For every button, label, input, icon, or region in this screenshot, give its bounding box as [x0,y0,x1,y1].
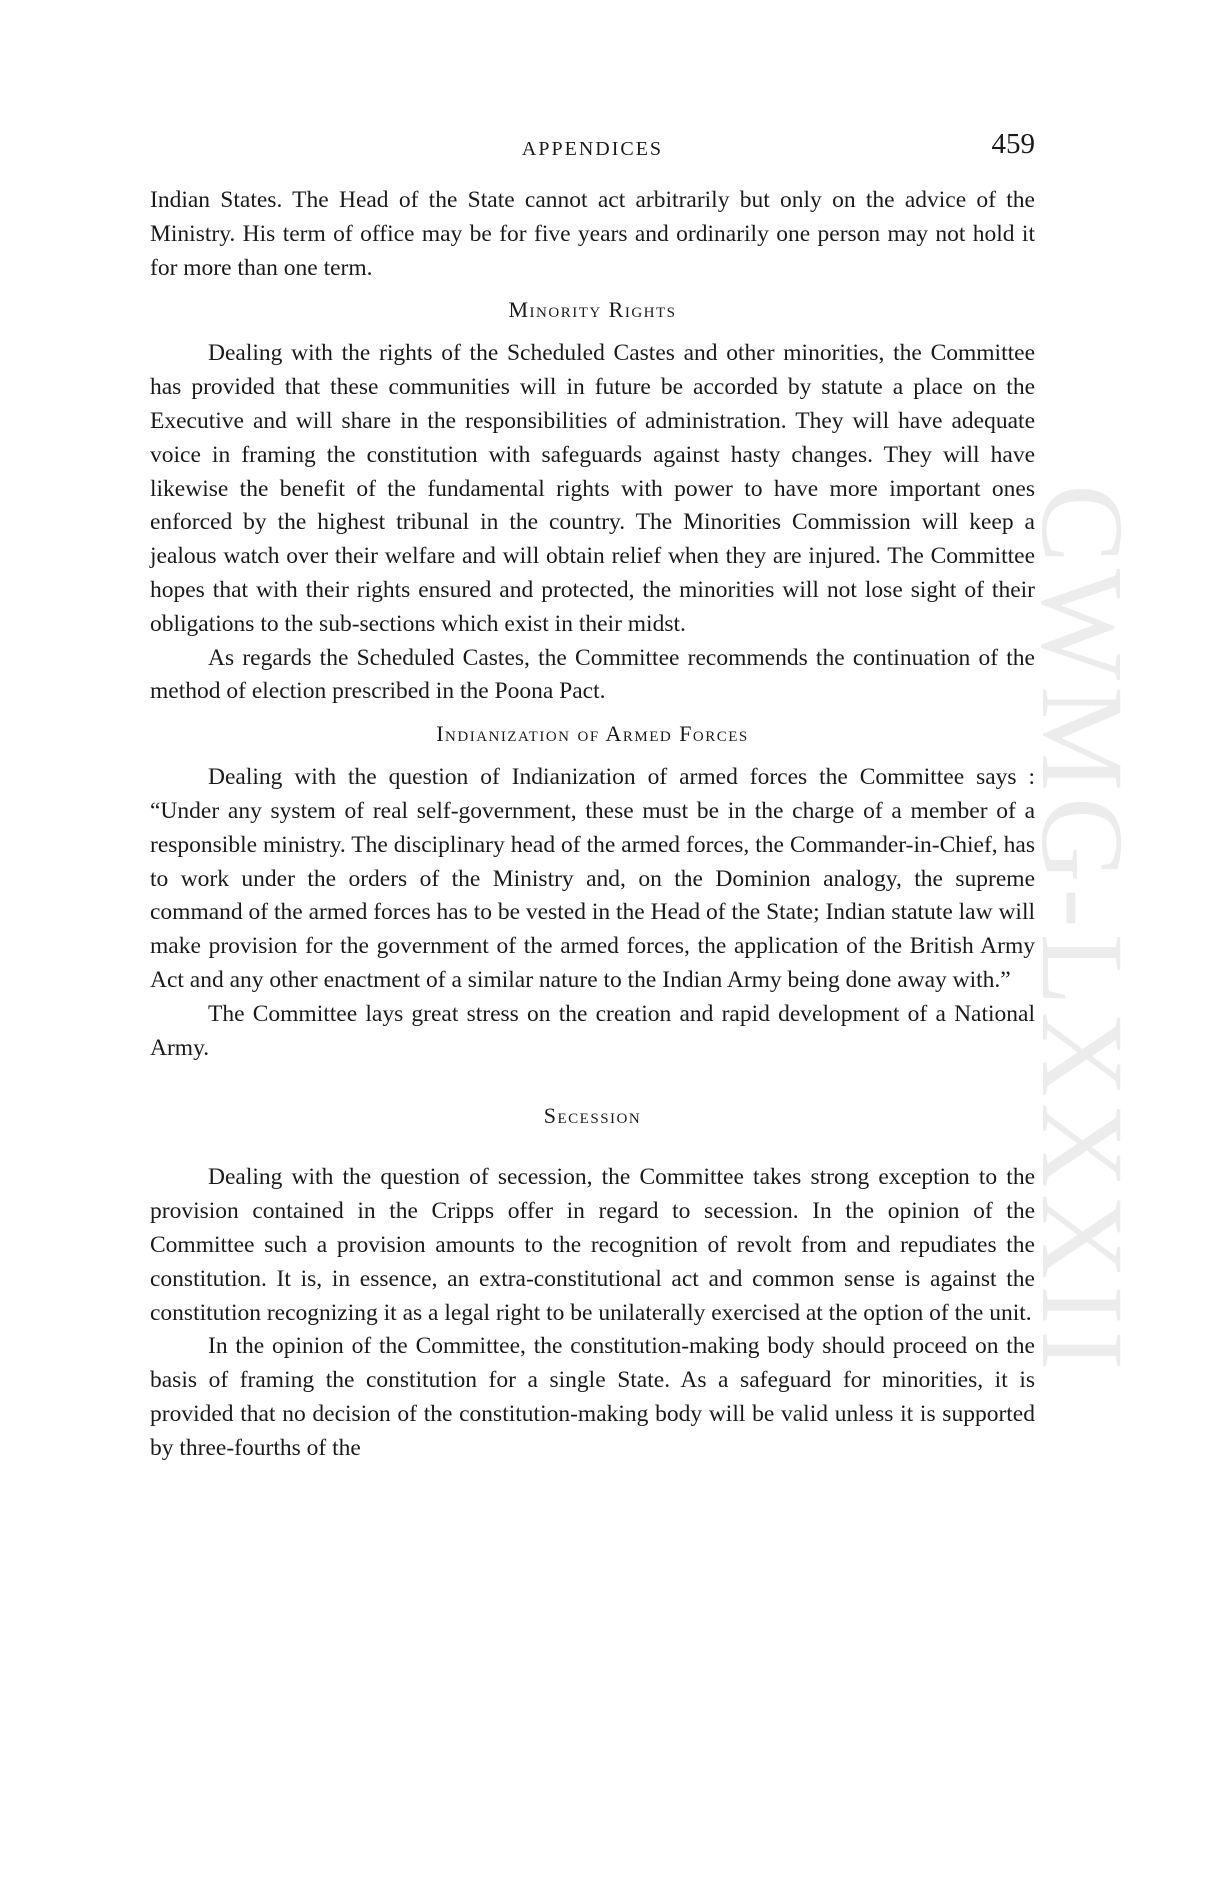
armed-forces-paragraph-1: Dealing with the question of Indianization of armed forces the Committee says : “Under any system of real self-government, these must be in the charge of a member of a responsible ministry. The disciplinary head of the armed forces, the Commander-in-Chief, has to work under the orders of the Ministry and, on the Dominion analogy, the supreme command of the armed forces has to be vested in the Head of the State; Indian statute law will make provision for the government of the armed forces, the application of the British Army Act and any other enactment of a similar nature to the Indian Army being done away with.” [150,764,1035,993]
heading-minority-rights: Minority Rights [508,297,677,323]
minority-rights-paragraph-2: As regards the Scheduled Castes, the Committee recommends the continuation of the method of election prescribed in the Poona Pact. [150,644,1035,705]
watermark: CWMG-LXXXII [1017,484,1148,1376]
running-title: APPENDICES [521,138,664,160]
minority-rights-paragraph-1: Dealing with the rights of the Scheduled Castes and other minorities, the Committee has provided that these communities will in future be accorded by statute a place on the Executive and will share in the responsibilities of administration. They will have adequate voice in framing the constitution with safeguards against hasty changes. They will have likewise the benefit of the fundamental rights with power to have more important ones enforced by the highest tribunal in the country. The Minorities Commission will keep a jealous watch over their welfare and will obtain relief when they are injured. The Committee hopes that with their rights ensured and protected, the minorities will not lose sight of their obligations to the sub-sections which exist in their midst. [150,340,1035,637]
heading-armed-forces: Indianization of Armed Forces [436,721,749,747]
running-head [150,128,1035,168]
armed-forces-paragraph-2: The Committee lays great stress on the creation and rapid development of a National Army. [150,1000,1035,1061]
page-number: 459 [991,128,1035,160]
secession-paragraph-1: Dealing with the question of secession, the Committee takes strong exception to the provision contained in the Cripps offer in regard to secession. In the opinion of the Committee such a provision amounts to the recognition of revolt from and repudiates the constitution. It is, in essence, an extra-constitutional act and common sense is against the constitution recognizing it as a legal right to be unilaterally exercised at the option of the unit. [150,1164,1035,1326]
secession-paragraph-2: In the opinion of the Committee, the constitution-making body should proceed on the basis of framing the constitution for a single State. As a safeguard for minorities, it is provided that no decision of the constitution-making body will be valid unless it is supported by three-fourths of the [150,1333,1035,1461]
intro-paragraph: Indian States. The Head of the State cannot act arbitrarily but only on the advice of the Ministry. His term of office may be for five years and ordinarily one person may not hold it for more than one term. [150,187,1035,281]
body-text [150,184,1035,1466]
heading-secession: Secession [543,1103,642,1129]
